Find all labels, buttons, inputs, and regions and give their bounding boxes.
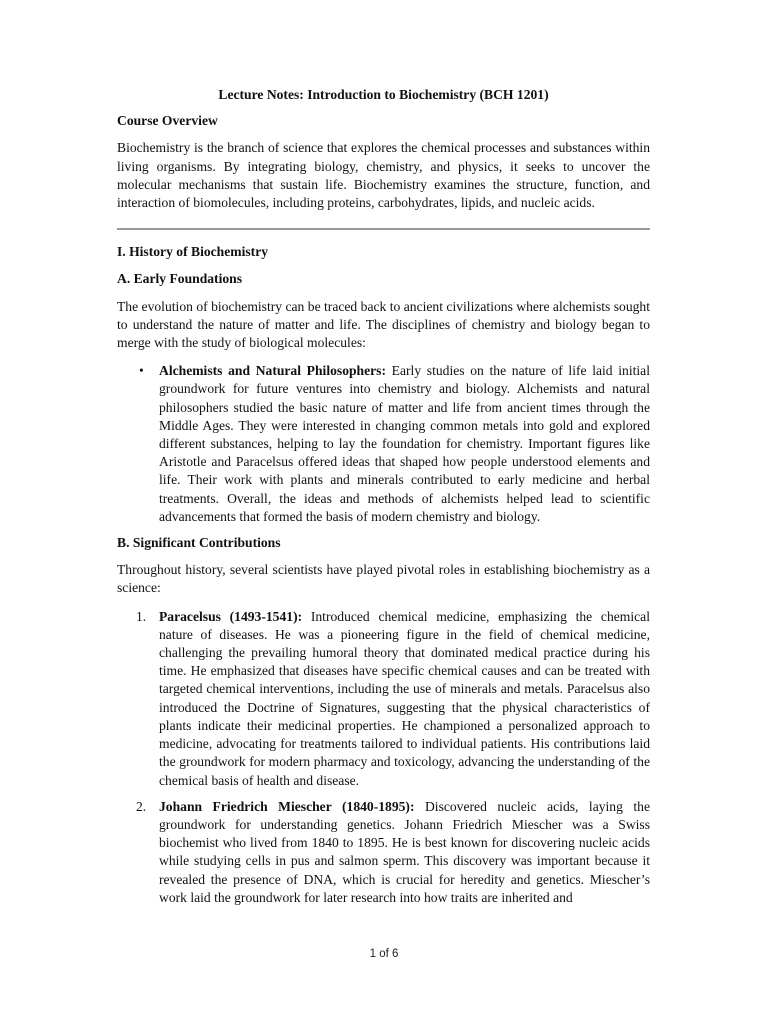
list-item-text: Discovered nucleic acids, laying the groundwork for understanding genetics. Johann Friedrich Miescher was a Swiss biochemist who lived from 1840 to 1895. He is best known for discovering nucleic acids while studying cells in pus and salmon sperm. This discovery was important because it revealed the presence of DNA, which is crucial for heredity and genetics. Miescher’s work laid the groundwork for later research into how traits are inherited and <box>159 798 650 905</box>
bullet-marker: • <box>139 363 144 379</box>
list-item-lead: Johann Friedrich Miescher (1840-1895): <box>159 798 415 814</box>
early-foundations-list <box>117 362 650 526</box>
early-foundations-paragraph: The evolution of biochemistry can be traced back to ancient civilizations where alchemists sought to understand the nature of matter and life. The disciplines of chemistry and biology began to merge with the study of biological molecules: <box>117 298 650 351</box>
document-page <box>117 86 650 915</box>
course-overview-heading: Course Overview <box>117 113 218 129</box>
list-item <box>117 798 650 907</box>
list-item-text: Early studies on the nature of life laid initial groundwork for future ventures into chemistry and biology. Alchemists and natural philosophers studied the basic nature of matter and life from ancient times through the Middle Ages. They were interested in changing common metals into gold and explored different substances, helping to lay the foundation for chemistry. Important figures like Aristotle and Paracelsus offered ideas that shaped how people understood elements and life. Their work with plants and minerals contributed to early medicine and herbal treatments. Overall, the ideas and methods of alchemists helped lead to scientific advancements that formed the basis of modern chemistry and biology. <box>159 363 650 524</box>
history-heading: I. History of Biochemistry <box>117 244 269 260</box>
number-marker: 1. <box>136 608 147 624</box>
significant-contributions-paragraph: Throughout history, several scientists have played pivotal roles in establishing biochemistry as a science: <box>117 562 650 596</box>
contributions-list <box>117 608 650 907</box>
list-item-lead: Alchemists and Natural Philosophers: <box>159 363 386 379</box>
page-indicator: 1 of 6 <box>369 948 399 960</box>
list-item <box>117 362 650 526</box>
course-overview-paragraph: Biochemistry is the branch of science that explores the chemical processes and substances within living organisms. By integrating biology, chemistry, and physics, it seeks to uncover the molecular mechanisms that sustain life. Biochemistry examines the structure, function, and interaction of biomolecules, including proteins, carbohydrates, lipids, and nucleic acids. <box>117 140 650 211</box>
document-title: Lecture Notes: Introduction to Biochemistry (BCH 1201) <box>218 87 549 102</box>
list-item <box>117 608 650 790</box>
number-marker: 2. <box>136 798 147 814</box>
list-item-text: Introduced chemical medicine, emphasizing the chemical nature of diseases. He was a pioneering figure in the field of chemical medicine, challenging the prevailing humoral theory that dominated medical practice during his time. He emphasized that diseases have specific chemical causes and can be treated with targeted chemical interventions, including the use of minerals and metals. Paracelsus also introduced the Doctrine of Signatures, suggesting that the physical characteristics of plants indicate their medicinal properties. He championed a personalized approach to medicine, advocating for treatments tailored to individual patients. His contributions laid the groundwork for modern pharmacy and toxicology, advancing the understanding of the chemical basis of health and disease. <box>159 608 650 788</box>
significant-contributions-heading: B. Significant Contributions <box>117 535 281 551</box>
list-item-lead: Paracelsus (1493-1541): <box>159 608 303 624</box>
section-divider <box>117 228 650 230</box>
early-foundations-heading: A. Early Foundations <box>117 271 243 287</box>
